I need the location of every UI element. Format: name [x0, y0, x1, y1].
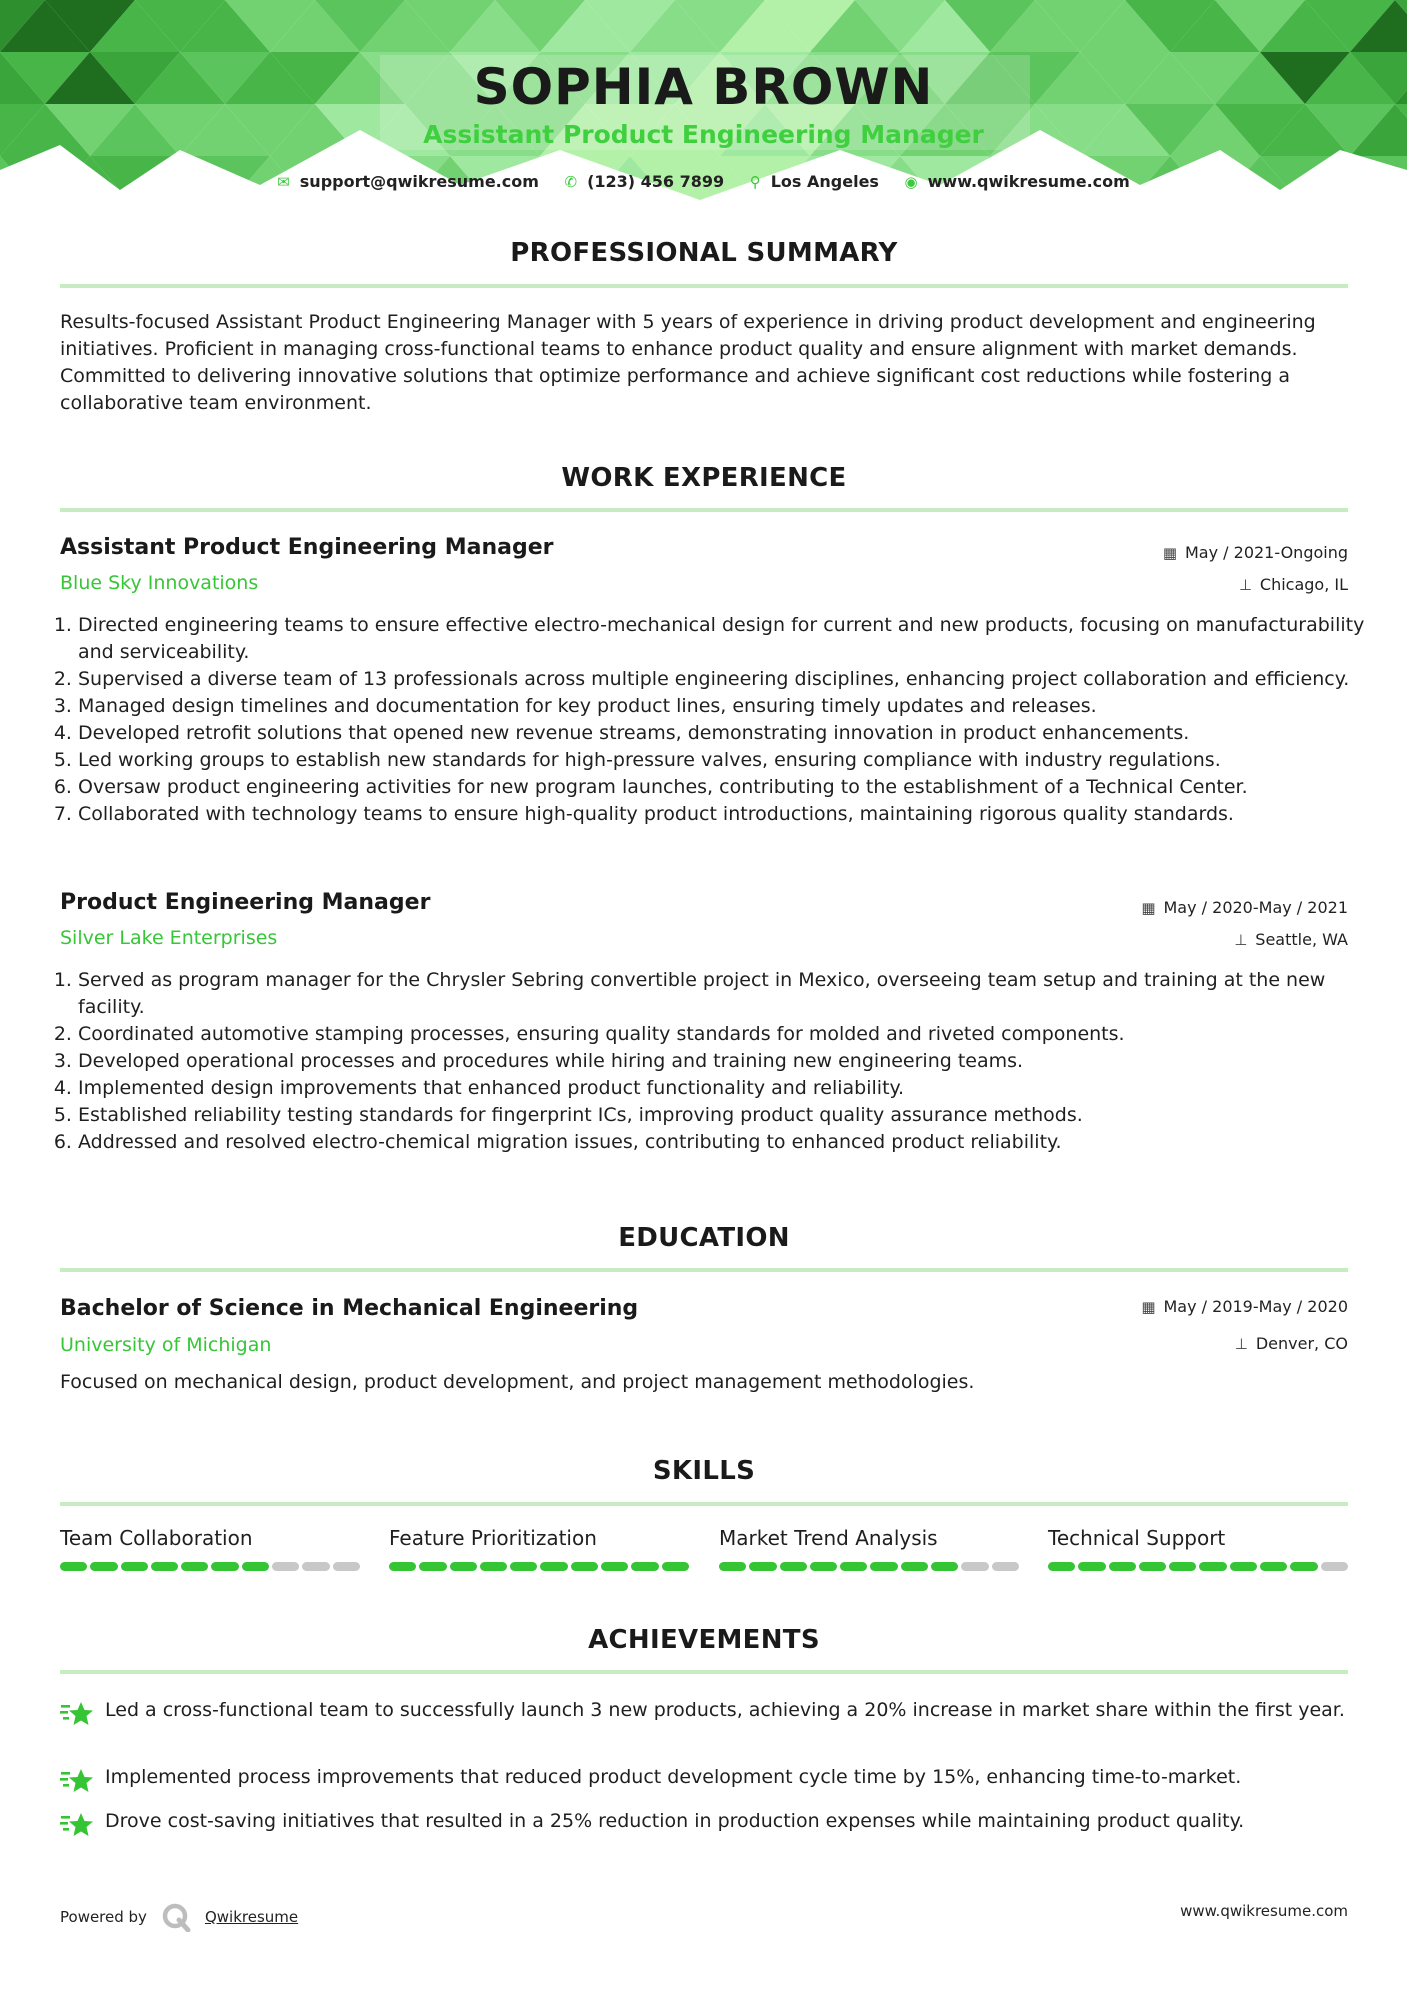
- pushpin-icon: ⊥: [1238, 576, 1252, 594]
- education-dates-text: May / 2019-May / 2020: [1163, 1297, 1348, 1316]
- achievement-item: [60, 1808, 1350, 1835]
- skill-level-segment: [662, 1562, 689, 1571]
- phone-icon: ✆: [564, 173, 578, 191]
- list-item: 7. Collaborated with technology teams to ensure high-quality product introductions, maintaining rigorous quality standards.: [78, 801, 1378, 828]
- skill-level-bar: [60, 1562, 360, 1571]
- contact-phone[interactable]: [564, 172, 724, 191]
- skill-level-segment: [211, 1562, 238, 1571]
- education-heading: EDUCATION: [618, 1223, 790, 1253]
- footer-powered-by: [60, 1902, 298, 1932]
- list-item: 2. Coordinated automotive stamping processes, ensuring quality standards for molded and riveted components.: [78, 1021, 1378, 1048]
- contact-bar: [0, 172, 1407, 191]
- list-item: 1. Served as program manager for the Chrysler Sebring convertible project in Mexico, overseeing team setup and training at the new facility.: [78, 967, 1378, 1021]
- list-item: 3. Developed operational processes and procedures while hiring and training new engineering teams.: [78, 1048, 1378, 1075]
- contact-email[interactable]: [277, 172, 539, 191]
- skill-level-segment: [1290, 1562, 1317, 1571]
- skill-level-segment: [60, 1562, 87, 1571]
- job-role: Product Engineering Manager: [60, 890, 431, 915]
- powered-by-label: Powered by: [60, 1908, 147, 1926]
- list-item: 6. Oversaw product engineering activities for new program launches, contributing to the establishment of a Technical Center.: [78, 774, 1378, 801]
- skill-level-segment: [901, 1562, 928, 1571]
- skills-heading: SKILLS: [652, 1456, 756, 1486]
- achievement-item: [60, 1697, 1350, 1724]
- job-location: [1239, 575, 1348, 594]
- skill-level-segment: [121, 1562, 148, 1571]
- skill-level-bar: [1048, 1562, 1348, 1571]
- skill-level-segment: [1109, 1562, 1136, 1571]
- skill-level-segment: [1321, 1562, 1348, 1571]
- skill-name: Technical Support: [1048, 1526, 1226, 1550]
- achievement-text: Drove cost-saving initiatives that resulted in a 25% reduction in production expenses while maintaining product quality.: [105, 1810, 1245, 1832]
- job-role: Assistant Product Engineering Manager: [60, 535, 554, 560]
- skill-level-segment: [480, 1562, 507, 1571]
- skill-level-segment: [601, 1562, 628, 1571]
- skill-level-bar: [389, 1562, 689, 1571]
- job-company: Silver Lake Enterprises: [60, 927, 278, 949]
- skill-level-segment: [749, 1562, 776, 1571]
- qwikresume-logo-icon: [161, 1902, 191, 1932]
- section-divider: [60, 508, 1348, 512]
- skill-name: Feature Prioritization: [389, 1526, 597, 1550]
- list-item: 5. Led working groups to establish new standards for high-pressure valves, ensuring compliance with industry regulations.: [78, 747, 1378, 774]
- qwikresume-link[interactable]: Qwikresume: [204, 1908, 299, 1926]
- achievements-heading: ACHIEVEMENTS: [588, 1625, 820, 1655]
- contact-location: [750, 172, 879, 191]
- skill-level-segment: [272, 1562, 299, 1571]
- achievement-text: Implemented process improvements that reduced product development cycle time by 15%, enhancing time-to-market.: [105, 1766, 1242, 1788]
- skill-level-segment: [870, 1562, 897, 1571]
- skill-item: [389, 1526, 689, 1571]
- skill-level-segment: [151, 1562, 178, 1571]
- skill-level-segment: [1230, 1562, 1257, 1571]
- skill-level-segment: [302, 1562, 329, 1571]
- map-pin-icon: ⚲: [749, 173, 761, 191]
- job-dates-text: May / 2021-Ongoing: [1185, 543, 1348, 562]
- achievement-item: [60, 1764, 1350, 1791]
- skill-name: Team Collaboration: [60, 1526, 253, 1550]
- contact-phone-text: (123) 456 7899: [587, 172, 725, 191]
- skill-level-segment: [1078, 1562, 1105, 1571]
- skill-level-segment: [1199, 1562, 1226, 1571]
- skill-item: [719, 1526, 1019, 1571]
- list-item: 3. Managed design timelines and documentation for key product lines, ensuring timely updates and releases.: [78, 693, 1378, 720]
- candidate-title: Assistant Product Engineering Manager: [423, 120, 984, 149]
- summary-heading: PROFESSIONAL SUMMARY: [510, 238, 898, 268]
- calendar-icon: ▦: [1141, 1298, 1156, 1316]
- skill-level-segment: [1048, 1562, 1075, 1571]
- list-item: 4. Developed retrofit solutions that opened new revenue streams, demonstrating innovation in product enhancements.: [78, 720, 1378, 747]
- job-bullets: [48, 612, 1378, 828]
- skill-level-segment: [992, 1562, 1019, 1571]
- experience-heading: WORK EXPERIENCE: [561, 463, 847, 493]
- job-location: [1234, 930, 1348, 949]
- skill-level-segment: [840, 1562, 867, 1571]
- achievement-text: Led a cross-functional team to successfully launch 3 new products, achieving a 20% increase in market share within the first year.: [105, 1699, 1345, 1721]
- list-item: 4. Implemented design improvements that enhanced product functionality and reliability.: [78, 1075, 1378, 1102]
- skill-level-segment: [242, 1562, 269, 1571]
- skill-level-segment: [510, 1562, 537, 1571]
- contact-location-text: Los Angeles: [770, 172, 879, 191]
- list-item: 5. Established reliability testing standards for fingerprint ICs, improving product quality assurance methods.: [78, 1102, 1378, 1129]
- footer-website[interactable]: www.qwikresume.com: [1180, 1902, 1348, 1920]
- skill-level-segment: [780, 1562, 807, 1571]
- star-icon: [60, 1700, 94, 1728]
- skill-level-segment: [450, 1562, 477, 1571]
- section-divider: [60, 1670, 1348, 1674]
- skill-level-segment: [333, 1562, 360, 1571]
- education-dates: [1141, 1297, 1348, 1316]
- star-icon: [60, 1811, 94, 1839]
- contact-website-text: www.qwikresume.com: [927, 172, 1130, 191]
- star-icon: [60, 1767, 94, 1795]
- skill-item: [1048, 1526, 1348, 1571]
- skill-level-segment: [810, 1562, 837, 1571]
- job-dates: [1163, 543, 1348, 562]
- job-bullets: [48, 967, 1378, 1156]
- skill-level-segment: [181, 1562, 208, 1571]
- skill-level-segment: [631, 1562, 658, 1571]
- job-location-text: Seattle, WA: [1255, 930, 1348, 949]
- education-location: [1235, 1334, 1348, 1353]
- education-school: University of Michigan: [60, 1334, 272, 1356]
- section-divider: [60, 284, 1348, 288]
- education-location-text: Denver, CO: [1255, 1334, 1348, 1353]
- list-item: 6. Addressed and resolved electro-chemical migration issues, contributing to enhanced product reliability.: [78, 1129, 1378, 1156]
- pushpin-icon: ⊥: [1234, 1335, 1248, 1353]
- skill-level-segment: [419, 1562, 446, 1571]
- skill-level-segment: [1260, 1562, 1287, 1571]
- calendar-icon: ▦: [1162, 544, 1177, 562]
- skill-level-segment: [931, 1562, 958, 1571]
- job-dates: [1141, 898, 1348, 917]
- job-company: Blue Sky Innovations: [60, 572, 259, 594]
- section-divider: [60, 1268, 1348, 1272]
- skill-level-segment: [571, 1562, 598, 1571]
- skill-level-segment: [1139, 1562, 1166, 1571]
- pushpin-icon: ⊥: [1234, 931, 1248, 949]
- education-description: Focused on mechanical design, product development, and project management methodologies.: [60, 1371, 975, 1393]
- job-location-text: Chicago, IL: [1259, 575, 1348, 594]
- section-divider: [60, 1502, 1348, 1506]
- globe-icon: ◉: [904, 173, 918, 191]
- list-item: 2. Supervised a diverse team of 13 professionals across multiple engineering disciplines, enhancing project collaboration and efficiency.: [78, 666, 1378, 693]
- skill-level-segment: [540, 1562, 567, 1571]
- calendar-icon: ▦: [1141, 899, 1156, 917]
- skill-name: Market Trend Analysis: [719, 1526, 938, 1550]
- skill-level-segment: [389, 1562, 416, 1571]
- skill-level-bar: [719, 1562, 1019, 1571]
- candidate-name: SOPHIA BROWN: [473, 58, 934, 116]
- skill-level-segment: [719, 1562, 746, 1571]
- skill-item: [60, 1526, 360, 1571]
- contact-email-text: support@qwikresume.com: [299, 172, 539, 191]
- list-item: 1. Directed engineering teams to ensure effective electro-mechanical design for current and new products, focusing on manufacturability and serviceability.: [78, 612, 1378, 666]
- envelope-icon: ✉: [277, 173, 290, 191]
- contact-website[interactable]: [905, 172, 1130, 191]
- job-dates-text: May / 2020-May / 2021: [1163, 898, 1348, 917]
- education-degree: Bachelor of Science in Mechanical Engineering: [60, 1296, 639, 1321]
- summary-text: Results-focused Assistant Product Engineering Manager with 5 years of experience in driving product development and engineering initiatives. Proficient in managing cross-functional teams to enhance product quality and ensure alignment with market demands. Committed to delivering innovative solutions that optimize performance and achieve significant cost reductions while fostering a collaborative team environment.: [60, 311, 1316, 414]
- skill-level-segment: [90, 1562, 117, 1571]
- skill-level-segment: [961, 1562, 988, 1571]
- skill-level-segment: [1169, 1562, 1196, 1571]
